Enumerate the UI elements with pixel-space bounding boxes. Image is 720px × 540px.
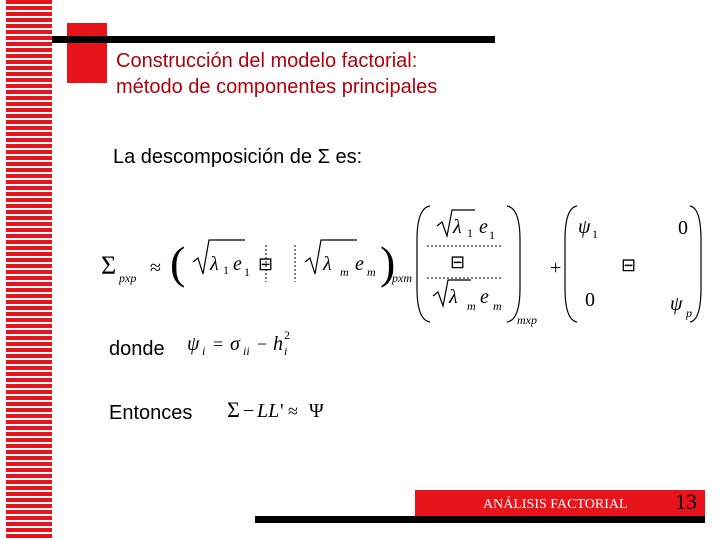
svg-text:m: m [367,265,376,279]
left-stripe-decoration [0,0,52,540]
title-line-2: método de componentes principales [116,76,438,98]
svg-text:=: = [213,334,224,354]
svg-text:pxm: pxm [392,271,412,285]
svg-text:i: i [202,344,206,358]
svg-text:1: 1 [489,228,495,242]
residual-formula [225,395,345,429]
svg-text:p: p [686,306,692,320]
svg-text:1: 1 [244,265,250,279]
svg-text:⊟: ⊟ [258,254,274,274]
footer-rule [255,516,705,523]
svg-text:σ: σ [230,333,240,355]
svg-text:+: + [550,257,562,279]
svg-text:λ: λ [210,253,219,275]
page-number: 13 [675,489,697,514]
svg-text:2: 2 [284,328,290,342]
title-rule [52,36,495,43]
svg-text:0: 0 [585,289,595,311]
svg-text:−: − [243,400,255,422]
slide-title [116,48,437,100]
svg-text:(: ( [170,237,186,288]
donde-label: donde [109,338,165,360]
svg-text:0: 0 [678,217,688,239]
svg-text:ψ: ψ [187,333,200,355]
svg-text:λ: λ [323,253,332,275]
svg-text:1: 1 [223,263,229,277]
svg-text:≈: ≈ [150,257,161,279]
svg-text:Σ: Σ [101,251,117,280]
title-accent-square [67,23,107,83]
svg-text:⊟: ⊟ [621,255,637,275]
svg-text:m: m [493,299,502,313]
svg-text:h: h [273,333,283,355]
svg-text:ψ: ψ [670,293,683,315]
svg-text:': ' [280,400,284,422]
svg-text:1: 1 [467,226,473,240]
svg-text:e: e [480,286,489,308]
intro-text: La descomposición de Σ es: [113,146,363,168]
svg-text:e: e [233,253,242,275]
svg-text:≈: ≈ [288,401,298,421]
svg-text:mxp: mxp [517,313,537,327]
svg-text:e: e [355,253,364,275]
svg-text:ψ: ψ [578,216,591,238]
footer-label: ANÁLISIS FACTORIAL [483,497,628,512]
svg-text:pxp: pxp [119,271,137,285]
svg-text:−: − [257,334,268,354]
uniqueness-formula [185,328,315,362]
svg-text:e: e [479,216,488,238]
svg-text:Σ: Σ [227,397,240,422]
svg-text:⊟: ⊟ [450,252,466,272]
svg-text:λ: λ [453,216,462,238]
entonces-label: Entonces [109,402,193,424]
svg-text:): ) [380,237,396,288]
svg-text:Ψ: Ψ [309,400,324,422]
svg-text:m: m [467,299,476,313]
title-line-1: Construcción del modelo factorial: [116,50,418,72]
svg-text:i: i [284,344,288,358]
svg-text:m: m [340,265,349,279]
svg-text:1: 1 [592,227,598,241]
svg-text:λ: λ [449,286,458,308]
svg-text:ii: ii [243,344,250,358]
decomposition-formula [95,200,705,330]
svg-text:LL: LL [257,400,280,422]
